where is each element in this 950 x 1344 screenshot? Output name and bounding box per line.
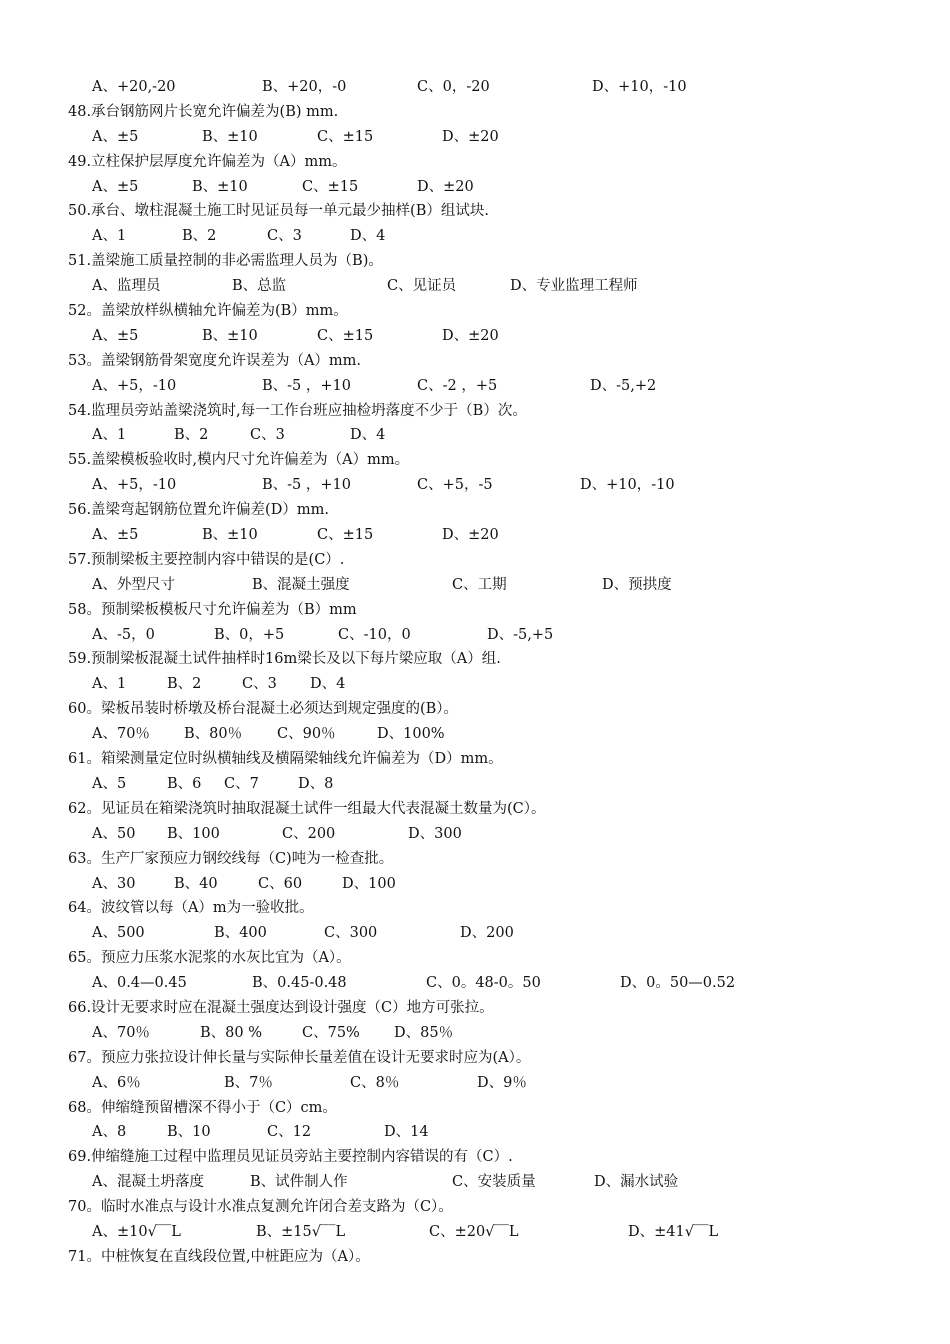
option-a: A、外型尺寸 <box>92 576 175 593</box>
option-c: C、±15 <box>317 128 374 145</box>
question-text: 53。盖梁钢筋骨架宽度允许误差为（A）mm. <box>68 352 362 369</box>
question-text: 66.设计无要求时应在混凝土强度达到设计强度（C）地方可张拉。 <box>68 999 494 1016</box>
option-c: C、300 <box>324 925 378 942</box>
option-d: D、0。50—0.52 <box>620 975 736 992</box>
option-c: C、±15 <box>317 327 374 344</box>
option-a: A、监理员 <box>92 278 161 295</box>
option-b: B、400 <box>214 925 267 942</box>
question-text: 62。见证员在箱梁浇筑时抽取混凝土试件一组最大代表混凝土数量为(C）。 <box>68 800 546 817</box>
option-c: C、12 <box>267 1124 312 1141</box>
option-d: D、±20 <box>442 327 499 344</box>
option-b: B、-5 ，+10 <box>262 377 351 394</box>
question-text: 59.预制梁板混凝土试件抽样时16m梁长及以下每片梁应取（A）组. <box>68 651 501 668</box>
option-d: D、漏水试验 <box>594 1174 679 1191</box>
option-d: D、专业监理工程师 <box>510 278 638 295</box>
options-row <box>68 175 908 200</box>
options-row-47 <box>68 75 908 100</box>
option-a: A、±5 <box>92 178 139 195</box>
option-d: D、预拱度 <box>602 576 672 593</box>
options-row <box>68 523 908 548</box>
question-text: 49.立柱保护层厚度允许偏差为（A）mm。 <box>68 153 347 170</box>
option-d: D、±41√‾‾L <box>628 1223 719 1240</box>
question-text: 58。预制梁板模板尺寸允许偏差为（B）mm <box>68 601 357 618</box>
options-row <box>68 125 908 150</box>
option-c: C、75% <box>302 1024 360 1041</box>
option-d: D、-5,+5 <box>487 626 554 643</box>
options-row <box>68 921 908 946</box>
options-row <box>68 1120 908 1145</box>
option-b: B、10 <box>167 1124 211 1141</box>
question-text: 65。预应力压浆水泥浆的水灰比宜为（A）。 <box>68 950 351 967</box>
option-b: B、80％ <box>184 726 243 743</box>
option-c: C、-10，0 <box>338 626 411 643</box>
option-b: B、±15√‾‾L <box>256 1223 346 1240</box>
option-d: D、4 <box>310 676 346 693</box>
option-b: B、+20，-0 <box>262 79 347 95</box>
option-b: B、混凝土强度 <box>252 576 350 593</box>
question-text: 69.伸缩缝施工过程中监理员见证员旁站主要控制内容错误的有（C）. <box>68 1149 513 1166</box>
options-row <box>68 1170 908 1195</box>
question-text: 52。盖梁放样纵横轴允许偏差为(B）mm。 <box>68 303 348 320</box>
options-row <box>68 224 908 249</box>
option-c: C、+5，-5 <box>417 477 493 494</box>
option-b: B、±10 <box>202 128 258 145</box>
option-a: A、±5 <box>92 327 139 344</box>
option-d: D、+10，-10 <box>580 477 675 494</box>
option-d: D、±20 <box>442 527 499 544</box>
question-text: 70。临时水准点与设计水准点复测允许闭合差支路为（C）。 <box>68 1199 453 1216</box>
question-text: 50.承台、墩柱混凝土施工时见证员每一单元最少抽样(B）组试块. <box>68 203 489 220</box>
option-b: B、总监 <box>232 278 287 295</box>
option-b: B、0，+5 <box>214 626 285 643</box>
option-c: C、200 <box>282 825 336 842</box>
option-d: D、100% <box>377 726 445 743</box>
options-row <box>68 722 908 747</box>
option-a: A、70％ <box>92 1024 150 1041</box>
options-row <box>68 324 908 349</box>
option-a: A、+5，-10 <box>92 377 177 394</box>
option-a: A、8 <box>92 1124 127 1141</box>
options-row <box>68 423 908 448</box>
option-c: C、安装质量 <box>452 1174 536 1191</box>
question-text: 71。中桩恢复在直线段位置,中桩距应为（A）。 <box>68 1248 370 1265</box>
option-a: A、30 <box>92 875 136 892</box>
option-b: B、±10 <box>202 527 258 544</box>
option-b: B、试件制人作 <box>250 1174 348 1191</box>
option-b: B、2 <box>174 427 209 444</box>
option-b: B、40 <box>174 875 218 892</box>
option-b: B、100 <box>167 825 220 842</box>
option-a: A、5 <box>92 775 127 792</box>
question-text: 57.预制梁板主要控制内容中错误的是(C）. <box>68 551 345 568</box>
option-a: A、1 <box>92 228 127 245</box>
options-row <box>68 971 908 996</box>
option-a: A、-5，0 <box>92 626 155 643</box>
option-c: C、0。48-0。50 <box>426 975 541 992</box>
option-a: A、±5 <box>92 527 139 544</box>
question-list <box>68 75 908 1270</box>
options-row <box>68 473 908 498</box>
option-c: C、3 <box>267 228 302 245</box>
option-d: D、300 <box>408 825 462 842</box>
options-row <box>68 872 908 897</box>
option-a: A、1 <box>92 676 127 693</box>
option-b: B、-5 ，+10 <box>262 477 351 494</box>
options-row <box>68 573 908 598</box>
question-text: 63。生产厂家预应力钢绞线每（C)吨为一检查批。 <box>68 850 394 867</box>
option-b: B、0.45-0.48 <box>252 975 347 992</box>
option-b: B、2 <box>182 228 217 245</box>
option-c: C、8％ <box>350 1074 400 1091</box>
option-b: B、6 <box>167 775 202 792</box>
option-a: A、50 <box>92 825 136 842</box>
option-c: C、3 <box>242 676 277 693</box>
question-text: 61。箱梁测量定位时纵横轴线及横隔梁轴线允许偏差为（D）mm。 <box>68 751 503 768</box>
option-c: C、±20√‾‾L <box>429 1223 519 1240</box>
option-d: D、4 <box>350 228 386 245</box>
options-row <box>68 1021 908 1046</box>
options-row <box>68 623 908 648</box>
option-d: D、4 <box>350 427 386 444</box>
options-row <box>68 1071 908 1096</box>
options-row <box>68 672 908 697</box>
option-d: D、14 <box>384 1124 429 1141</box>
question-text: 60。梁板吊装时桥墩及桥台混凝土必须达到规定强度的(B）。 <box>68 701 459 718</box>
option-a: A、±10√‾‾L <box>92 1223 181 1240</box>
option-b: B、±10 <box>202 327 258 344</box>
option-c: C、90％ <box>277 726 336 743</box>
question-text: 68。伸缩缝预留槽深不得小于（C）cm。 <box>68 1099 337 1116</box>
option-a: A、混凝土坍落度 <box>92 1174 204 1191</box>
option-a: A、6％ <box>92 1074 141 1091</box>
option-a: A、70％ <box>92 726 150 743</box>
option-d: D、±20 <box>417 178 474 195</box>
option-b: B、2 <box>167 676 202 693</box>
option-a: A、0.4—0.45 <box>92 975 187 992</box>
option-d: D、100 <box>342 875 396 892</box>
option-b: B、7％ <box>224 1074 273 1091</box>
question-text: 54.监理员旁站盖梁浇筑时,每一工作台班应抽检坍落度不少于（B）次。 <box>68 402 527 419</box>
option-d: D、200 <box>460 925 514 942</box>
option-d: D、85％ <box>394 1024 454 1041</box>
option-a: A、±5 <box>92 128 139 145</box>
option-b: B、80 % <box>200 1024 262 1041</box>
option-d: D、-5,+2 <box>590 377 657 394</box>
option-d: D、9％ <box>477 1074 527 1091</box>
option-a: A、+20,-20 <box>92 79 176 95</box>
option-a: A、500 <box>92 925 145 942</box>
options-row <box>68 822 908 847</box>
question-text: 51.盖梁施工质量控制的非必需监理人员为（B)。 <box>68 253 383 270</box>
question-text: 67。预应力张拉设计伸长量与实际伸长量差值在设计无要求时应为(A）。 <box>68 1049 531 1066</box>
option-c: C、工期 <box>452 576 507 593</box>
options-row <box>68 274 908 299</box>
option-c: C、7 <box>224 775 259 792</box>
option-c: C、0，-20 <box>417 79 490 95</box>
option-a: A、1 <box>92 427 127 444</box>
question-text: 56.盖梁弯起钢筋位置允许偏差(D）mm. <box>68 502 329 519</box>
option-c: C、-2 ，+5 <box>417 377 498 394</box>
option-c: C、见证员 <box>387 278 457 295</box>
option-d: D、8 <box>298 775 334 792</box>
option-d: D、±20 <box>442 128 499 145</box>
option-c: C、3 <box>250 427 285 444</box>
option-c: C、60 <box>258 875 303 892</box>
question-text: 48.承台钢筋网片长宽允许偏差为(B) mm. <box>68 103 339 120</box>
option-d: D、+10，-10 <box>592 79 687 95</box>
option-b: B、±10 <box>192 178 248 195</box>
question-text: 64。波纹管以每（A）m为一验收批。 <box>68 900 314 917</box>
options-row <box>68 374 908 399</box>
option-c: C、±15 <box>302 178 359 195</box>
options-row <box>68 1220 908 1245</box>
question-text: 55.盖梁模板验收时,模内尺寸允许偏差为（A）mm。 <box>68 452 410 469</box>
option-c: C、±15 <box>317 527 374 544</box>
option-a: A、+5，-10 <box>92 477 177 494</box>
options-row <box>68 772 908 797</box>
